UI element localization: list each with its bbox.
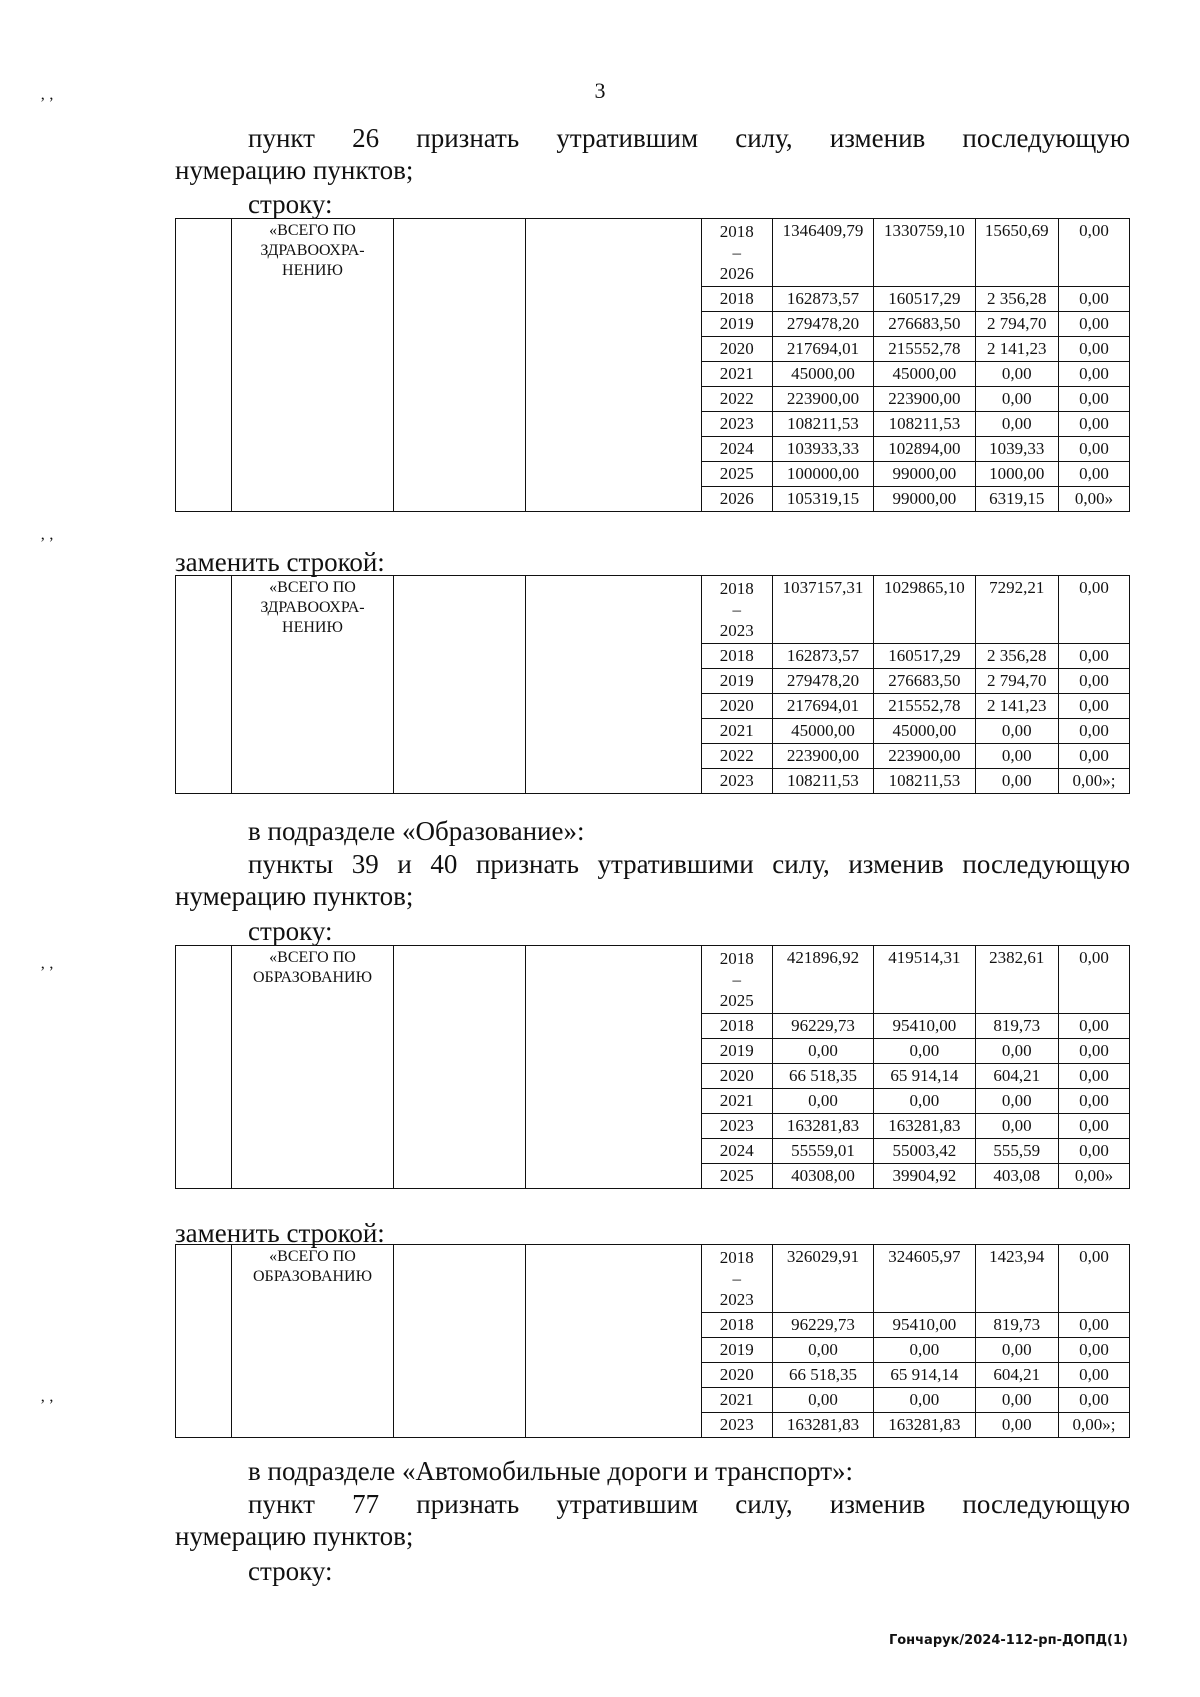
value-cell: 0,00 — [1058, 744, 1129, 769]
value-cell: 45000,00 — [772, 719, 873, 744]
title-line: ЗДРАВООХРА- — [260, 242, 365, 259]
value-cell: 0,00 — [1058, 1014, 1129, 1039]
value-cell: 0,00 — [1058, 437, 1129, 462]
value-cell: 0,00 — [1058, 1363, 1129, 1388]
value-cell: 45000,00 — [874, 719, 975, 744]
value-cell: 819,73 — [975, 1014, 1058, 1039]
education-label-row: строку: — [248, 916, 333, 946]
value-cell: 1037157,31 — [772, 576, 873, 644]
blank-cell — [394, 219, 526, 512]
blank-cell — [526, 1245, 702, 1438]
year-cell: 2021 — [701, 719, 772, 744]
year-cell: 2021 — [701, 1388, 772, 1413]
value-cell: 0,00 — [975, 1039, 1058, 1064]
value-cell: 0,00 — [1058, 412, 1129, 437]
education-subsection: в подразделе «Образование»: — [248, 816, 585, 846]
year-range-part: – — [732, 1269, 741, 1288]
year-cell — [701, 1245, 772, 1313]
value-cell: 217694,01 — [772, 337, 873, 362]
value-cell: 0,00 — [975, 1338, 1058, 1363]
value-cell: 55559,01 — [772, 1139, 873, 1164]
year-cell: 2021 — [701, 362, 772, 387]
document-footer-code: Гончарук/2024-112-рп-ДОПД(1) — [888, 1633, 1128, 1648]
value-cell: 1039,33 — [975, 437, 1058, 462]
value-cell: 0,00 — [1058, 287, 1129, 312]
value-cell: 215552,78 — [874, 694, 975, 719]
blank-cell — [176, 576, 232, 794]
value-cell: 604,21 — [975, 1064, 1058, 1089]
roads-label-row: строку: — [248, 1556, 333, 1586]
title-line: НЕНИЮ — [282, 619, 343, 636]
value-cell: 0,00 — [772, 1388, 873, 1413]
value-cell: 223900,00 — [874, 744, 975, 769]
table-row — [176, 576, 1130, 644]
blank-cell — [394, 576, 526, 794]
table-row — [176, 946, 1130, 1014]
page-number: 3 — [594, 78, 606, 103]
value-cell: 45000,00 — [772, 362, 873, 387]
roads-paragraph — [175, 1488, 1130, 1552]
value-cell: 0,00 — [874, 1039, 975, 1064]
title-line: ЗДРАВООХРА- — [260, 599, 365, 616]
value-cell: 0,00 — [1058, 462, 1129, 487]
value-cell: 163281,83 — [874, 1413, 975, 1438]
value-cell: 1346409,79 — [772, 219, 873, 287]
value-cell: 0,00 — [772, 1338, 873, 1363]
education-paragraph — [175, 848, 1130, 912]
value-cell: 0,00» — [1058, 1164, 1129, 1189]
value-cell: 324605,97 — [874, 1245, 975, 1313]
title-line: «ВСЕГО ПО — [269, 1248, 356, 1265]
year-range-part: 2018 — [719, 222, 754, 241]
value-cell: 223900,00 — [874, 387, 975, 412]
table-row — [176, 219, 1130, 287]
value-cell: 160517,29 — [874, 287, 975, 312]
value-cell: 65 914,14 — [874, 1363, 975, 1388]
title-cell — [231, 576, 393, 794]
year-cell: 2021 — [701, 1089, 772, 1114]
value-cell: 0,00 — [1058, 1245, 1129, 1313]
value-cell: 2382,61 — [975, 946, 1058, 1014]
year-cell: 2020 — [701, 1363, 772, 1388]
value-cell: 279478,20 — [772, 312, 873, 337]
value-cell: 0,00 — [975, 744, 1058, 769]
value-cell: 0,00 — [975, 769, 1058, 794]
value-cell: 108211,53 — [772, 769, 873, 794]
education-label-replace: заменить строкой: — [175, 1218, 385, 1248]
value-cell: 0,00»; — [1058, 769, 1129, 794]
value-cell: 0,00 — [975, 1089, 1058, 1114]
title-line: «ВСЕГО ПО — [269, 949, 356, 966]
title-cell — [231, 219, 393, 512]
title-cell — [231, 1245, 393, 1438]
value-cell: 0,00 — [1058, 219, 1129, 287]
value-cell: 0,00» — [1058, 487, 1129, 512]
scan-mark: ‚ , — [40, 955, 54, 972]
value-cell: 96229,73 — [772, 1014, 873, 1039]
roads-subsection: в подразделе «Автомобильные дороги и транспорт»: — [248, 1456, 854, 1486]
value-cell: 160517,29 — [874, 644, 975, 669]
value-cell: 0,00 — [772, 1039, 873, 1064]
value-cell: 99000,00 — [874, 462, 975, 487]
value-cell: 0,00»; — [1058, 1413, 1129, 1438]
value-cell: 0,00 — [1058, 312, 1129, 337]
value-cell: 100000,00 — [772, 462, 873, 487]
value-cell: 95410,00 — [874, 1014, 975, 1039]
value-cell: 7292,21 — [975, 576, 1058, 644]
value-cell: 279478,20 — [772, 669, 873, 694]
value-cell: 0,00 — [1058, 1388, 1129, 1413]
value-cell: 0,00 — [1058, 387, 1129, 412]
year-range-part: 2018 — [719, 949, 754, 968]
year-cell: 2020 — [701, 1064, 772, 1089]
value-cell: 0,00 — [1058, 946, 1129, 1014]
blank-cell — [526, 576, 702, 794]
year-cell: 2025 — [701, 1164, 772, 1189]
value-cell: 2 141,23 — [975, 337, 1058, 362]
value-cell: 2 356,28 — [975, 644, 1058, 669]
year-cell: 2022 — [701, 387, 772, 412]
year-cell — [701, 946, 772, 1014]
value-cell: 39904,92 — [874, 1164, 975, 1189]
value-cell: 65 914,14 — [874, 1064, 975, 1089]
blank-cell — [394, 1245, 526, 1438]
year-range-part: 2025 — [719, 991, 754, 1010]
value-cell: 0,00 — [1058, 669, 1129, 694]
value-cell: 2 141,23 — [975, 694, 1058, 719]
title-line: ОБРАЗОВАНИЮ — [252, 969, 373, 986]
health-paragraph-line2: нумерацию пунктов; — [175, 155, 414, 185]
health-new-table — [175, 575, 1130, 794]
value-cell: 819,73 — [975, 1313, 1058, 1338]
year-cell: 2026 — [701, 487, 772, 512]
value-cell: 0,00 — [975, 1413, 1058, 1438]
title-line: ОБРАЗОВАНИЮ — [252, 1268, 373, 1285]
title-line: «ВСЕГО ПО — [269, 579, 356, 596]
value-cell: 102894,00 — [874, 437, 975, 462]
value-cell: 0,00 — [975, 412, 1058, 437]
education-paragraph-line1: пункты 39 и 40 признать утратившими силу, изменив последующую — [248, 849, 1130, 879]
title-line: НЕНИЮ — [282, 262, 343, 279]
blank-cell — [394, 946, 526, 1189]
education-new-table — [175, 1244, 1130, 1438]
value-cell: 95410,00 — [874, 1313, 975, 1338]
value-cell: 163281,83 — [874, 1114, 975, 1139]
value-cell: 99000,00 — [874, 487, 975, 512]
blank-cell — [526, 219, 702, 512]
value-cell: 40308,00 — [772, 1164, 873, 1189]
blank-cell — [176, 219, 232, 512]
value-cell: 1423,94 — [975, 1245, 1058, 1313]
value-cell: 163281,83 — [772, 1114, 873, 1139]
health-old-table — [175, 218, 1130, 512]
year-range-part: – — [732, 243, 741, 262]
value-cell: 0,00 — [1058, 1139, 1129, 1164]
blank-cell — [526, 946, 702, 1189]
value-cell: 0,00 — [1058, 362, 1129, 387]
year-cell: 2020 — [701, 337, 772, 362]
value-cell: 66 518,35 — [772, 1064, 873, 1089]
value-cell: 6319,15 — [975, 487, 1058, 512]
value-cell: 326029,91 — [772, 1245, 873, 1313]
value-cell: 108211,53 — [874, 769, 975, 794]
value-cell: 0,00 — [975, 1388, 1058, 1413]
roads-paragraph-line1: пункт 77 признать утратившим силу, изменив последующую — [248, 1489, 1130, 1519]
value-cell: 0,00 — [874, 1089, 975, 1114]
value-cell: 45000,00 — [874, 362, 975, 387]
value-cell: 0,00 — [1058, 1114, 1129, 1139]
value-cell: 0,00 — [1058, 576, 1129, 644]
value-cell: 15650,69 — [975, 219, 1058, 287]
year-cell: 2024 — [701, 437, 772, 462]
education-paragraph-line2: нумерацию пунктов; — [175, 881, 414, 911]
year-range-part: – — [732, 600, 741, 619]
health-paragraph — [175, 122, 1130, 186]
scan-mark: ‚ , — [40, 86, 54, 103]
year-range-part: 2026 — [719, 264, 754, 283]
year-cell: 2018 — [701, 287, 772, 312]
value-cell: 103933,33 — [772, 437, 873, 462]
value-cell: 162873,57 — [772, 287, 873, 312]
year-range-part: 2018 — [719, 1248, 754, 1267]
year-range-part: 2023 — [719, 1290, 754, 1309]
value-cell: 223900,00 — [772, 387, 873, 412]
value-cell: 0,00 — [1058, 719, 1129, 744]
value-cell: 421896,92 — [772, 946, 873, 1014]
year-cell: 2020 — [701, 694, 772, 719]
year-cell: 2018 — [701, 1313, 772, 1338]
year-cell: 2018 — [701, 1014, 772, 1039]
value-cell: 2 356,28 — [975, 287, 1058, 312]
value-cell: 217694,01 — [772, 694, 873, 719]
title-line: «ВСЕГО ПО — [269, 222, 356, 239]
year-cell: 2019 — [701, 669, 772, 694]
value-cell: 0,00 — [975, 387, 1058, 412]
value-cell: 0,00 — [1058, 644, 1129, 669]
value-cell: 163281,83 — [772, 1413, 873, 1438]
value-cell: 0,00 — [874, 1388, 975, 1413]
value-cell: 55003,42 — [874, 1139, 975, 1164]
table-row — [176, 1245, 1130, 1313]
year-cell: 2023 — [701, 1413, 772, 1438]
value-cell: 2 794,70 — [975, 669, 1058, 694]
education-old-table — [175, 945, 1130, 1189]
value-cell: 403,08 — [975, 1164, 1058, 1189]
year-cell: 2019 — [701, 1338, 772, 1363]
value-cell: 162873,57 — [772, 644, 873, 669]
value-cell: 1000,00 — [975, 462, 1058, 487]
value-cell: 0,00 — [975, 362, 1058, 387]
scan-mark: ‚ , — [40, 526, 54, 543]
value-cell: 105319,15 — [772, 487, 873, 512]
blank-cell — [176, 1245, 232, 1438]
year-cell: 2024 — [701, 1139, 772, 1164]
value-cell: 66 518,35 — [772, 1363, 873, 1388]
value-cell: 108211,53 — [772, 412, 873, 437]
year-cell: 2018 — [701, 644, 772, 669]
year-cell: 2023 — [701, 412, 772, 437]
year-cell: 2023 — [701, 769, 772, 794]
year-cell: 2023 — [701, 1114, 772, 1139]
year-cell: 2022 — [701, 744, 772, 769]
title-cell — [231, 946, 393, 1189]
value-cell: 0,00 — [1058, 694, 1129, 719]
value-cell: 604,21 — [975, 1363, 1058, 1388]
value-cell: 0,00 — [975, 719, 1058, 744]
health-paragraph-line1: пункт 26 признать утратившим силу, изменив последующую — [248, 123, 1130, 153]
year-cell — [701, 576, 772, 644]
health-label-replace: заменить строкой: — [175, 547, 385, 577]
value-cell: 0,00 — [1058, 1313, 1129, 1338]
value-cell: 0,00 — [1058, 337, 1129, 362]
value-cell: 0,00 — [874, 1338, 975, 1363]
value-cell: 223900,00 — [772, 744, 873, 769]
value-cell: 1029865,10 — [874, 576, 975, 644]
year-range-part: – — [732, 970, 741, 989]
value-cell: 215552,78 — [874, 337, 975, 362]
value-cell: 0,00 — [975, 1114, 1058, 1139]
value-cell: 0,00 — [772, 1089, 873, 1114]
value-cell: 419514,31 — [874, 946, 975, 1014]
year-cell: 2019 — [701, 1039, 772, 1064]
value-cell: 96229,73 — [772, 1313, 873, 1338]
roads-paragraph-line2: нумерацию пунктов; — [175, 1521, 414, 1551]
value-cell: 2 794,70 — [975, 312, 1058, 337]
value-cell: 108211,53 — [874, 412, 975, 437]
value-cell: 0,00 — [1058, 1338, 1129, 1363]
year-range-part: 2023 — [719, 621, 754, 640]
year-cell: 2019 — [701, 312, 772, 337]
value-cell: 276683,50 — [874, 312, 975, 337]
value-cell: 276683,50 — [874, 669, 975, 694]
blank-cell — [176, 946, 232, 1189]
value-cell: 0,00 — [1058, 1039, 1129, 1064]
value-cell: 0,00 — [1058, 1089, 1129, 1114]
value-cell: 555,59 — [975, 1139, 1058, 1164]
year-cell — [701, 219, 772, 287]
scan-mark: ‚ , — [40, 1388, 54, 1405]
year-range-part: 2018 — [719, 579, 754, 598]
value-cell: 0,00 — [1058, 1064, 1129, 1089]
value-cell: 1330759,10 — [874, 219, 975, 287]
health-label-row: строку: — [248, 189, 333, 219]
year-cell: 2025 — [701, 462, 772, 487]
